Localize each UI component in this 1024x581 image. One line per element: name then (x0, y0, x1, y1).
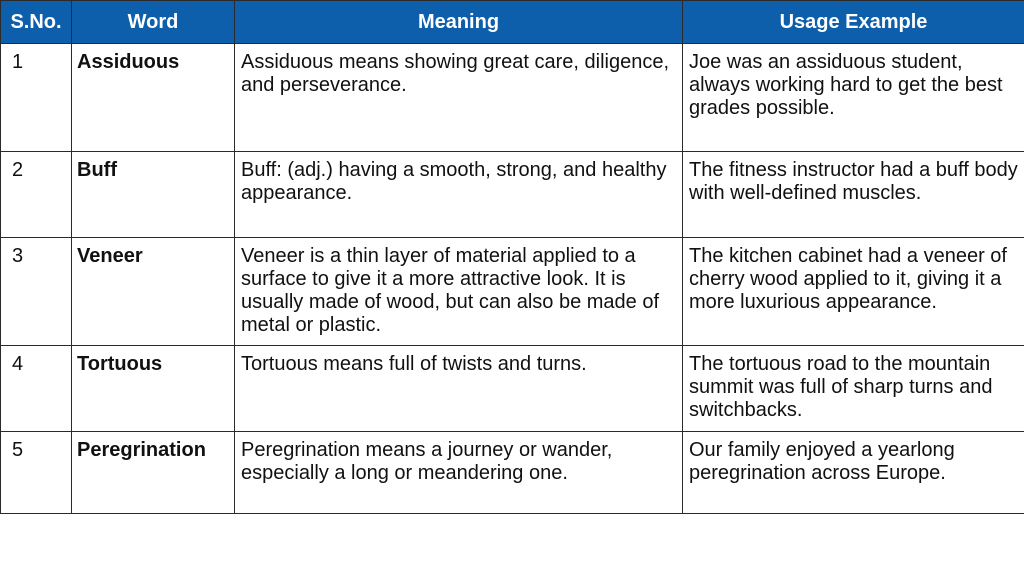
table-row (1, 44, 1024, 152)
cell-meaning: Assiduous means showing great care, diligence, and perseverance. (235, 44, 683, 152)
cell-usage-example: The fitness instructor had a buff body with well-defined muscles. (683, 152, 1024, 238)
cell-usage-example: Our family enjoyed a yearlong peregrination across Europe. (683, 432, 1024, 514)
cell-meaning: Buff: (adj.) having a smooth, strong, and healthy appearance. (235, 152, 683, 238)
cell-sno: 2 (1, 152, 72, 238)
header-sno: S.No. (1, 1, 72, 44)
header-word: Word (72, 1, 235, 44)
table-row (1, 346, 1024, 432)
cell-word: Buff (72, 152, 235, 238)
header-meaning: Meaning (235, 1, 683, 44)
cell-sno: 3 (1, 238, 72, 346)
cell-word: Assiduous (72, 44, 235, 152)
cell-word: Veneer (72, 238, 235, 346)
header-row (1, 1, 1024, 44)
cell-sno: 4 (1, 346, 72, 432)
cell-meaning: Veneer is a thin layer of material applied to a surface to give it a more attractive look. It is usually made of wood, but can also be made of metal or plastic. (235, 238, 683, 346)
cell-usage-example: The tortuous road to the mountain summit was full of sharp turns and switchbacks. (683, 346, 1024, 432)
cell-meaning: Peregrination means a journey or wander, especially a long or meandering one. (235, 432, 683, 514)
cell-word: Tortuous (72, 346, 235, 432)
header-usage-example: Usage Example (683, 1, 1024, 44)
cell-sno: 5 (1, 432, 72, 514)
cell-usage-example: Joe was an assiduous student, always working hard to get the best grades possible. (683, 44, 1024, 152)
cell-sno: 1 (1, 44, 72, 152)
cell-word: Peregrination (72, 432, 235, 514)
cell-meaning: Tortuous means full of twists and turns. (235, 346, 683, 432)
table-row (1, 238, 1024, 346)
table-row (1, 152, 1024, 238)
cell-usage-example: The kitchen cabinet had a veneer of cherry wood applied to it, giving it a more luxurious appearance. (683, 238, 1024, 346)
table-row (1, 432, 1024, 514)
